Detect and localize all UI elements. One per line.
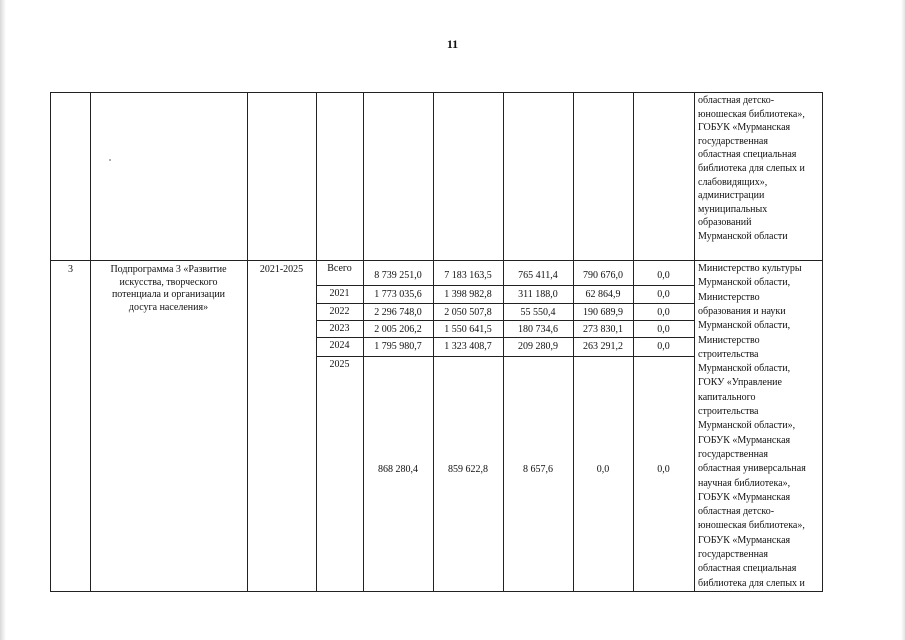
value-cell: 2 296 748,0: [374, 307, 422, 318]
value-cell: 859 622,8: [448, 464, 488, 475]
year-label: 2023: [329, 323, 350, 334]
executor-line: библиотека для слепых и: [698, 577, 805, 589]
executor-line: Мурманской области»,: [698, 420, 796, 432]
executor-continued-line: областная специальная: [698, 149, 797, 161]
executor-line: капитального: [698, 391, 756, 403]
value-cell: 0,0: [657, 324, 670, 335]
value-cell: 1 323 408,7: [444, 341, 492, 352]
executor-continued-line: государственная: [698, 135, 768, 147]
executor-line: ГОКУ «Управление: [698, 377, 782, 389]
value-cell: 1 773 035,6: [374, 289, 422, 300]
year-label: 2021: [329, 288, 350, 299]
value-cell: 190 689,9: [583, 307, 623, 318]
year-row-divider: [316, 285, 694, 286]
year-row-divider: [316, 320, 694, 321]
executor-continued-line: образований: [698, 217, 752, 229]
year-label: Всего: [327, 263, 352, 274]
executor-line: ГОБУК «Мурманская: [698, 491, 791, 503]
value-cell: 1 550 641,5: [444, 324, 492, 335]
period: 2021-2025: [259, 264, 304, 275]
value-cell: 273 830,1: [583, 324, 623, 335]
value-cell: 790 676,0: [583, 270, 623, 281]
executor-line: ГОБУК «Мурманская: [698, 534, 791, 546]
value-cell: 55 550,4: [520, 307, 556, 318]
year-label: 2024: [329, 340, 350, 351]
value-cell: 263 291,2: [583, 341, 623, 352]
executor-line: Мурманской области,: [698, 320, 791, 332]
value-cell: 1 398 982,8: [444, 289, 492, 300]
column-divider: [90, 93, 91, 591]
year-row-divider: [316, 337, 694, 338]
executor-continued-line: муниципальных: [698, 203, 768, 215]
value-cell: 7 183 163,5: [444, 270, 492, 281]
value-cell: 0,0: [657, 464, 670, 475]
year-row-divider: [316, 356, 694, 357]
column-divider: [247, 93, 248, 591]
subprogram-name-line: потенциала и организации: [111, 289, 226, 300]
executor-line: строительства: [698, 406, 759, 417]
executor-continued-line: администрации: [698, 190, 765, 202]
executor-line: Мурманской области,: [698, 363, 791, 375]
year-row-divider: [316, 303, 694, 304]
executor-line: Министерство: [698, 291, 760, 303]
executor-continued-line: областная детско-: [698, 95, 775, 106]
value-cell: 0,0: [657, 307, 670, 318]
year-label: 2022: [329, 306, 350, 317]
executor-continued-line: ГОБУК «Мурманская: [698, 122, 791, 134]
executor-line: образования и науки: [698, 305, 786, 317]
subprogram-name-line: Подпрограмма 3 «Развитие: [110, 264, 227, 275]
executor-continued-line: слабовидящих»,: [698, 176, 768, 188]
executor-continued-line: юношеская библиотека»,: [698, 108, 805, 120]
executor-line: государственная: [698, 448, 768, 460]
value-cell: 0,0: [596, 464, 610, 475]
executor-line: областная универсальная: [698, 463, 806, 475]
executor-line: научная библиотека»,: [698, 477, 791, 489]
value-cell: 1 795 980,7: [374, 341, 422, 352]
value-cell: 311 188,0: [518, 289, 558, 300]
subprogram-name-line: искусства, творческого: [119, 276, 218, 288]
row-number: 3: [68, 264, 73, 275]
scan-edge-left: [0, 0, 6, 640]
value-cell: 0,0: [657, 270, 670, 281]
value-cell: 2 005 206,2: [374, 324, 422, 335]
executor-line: государственная: [698, 549, 768, 560]
value-cell: 0,0: [657, 341, 670, 352]
executor-line: областная специальная: [698, 563, 797, 575]
column-divider: [694, 93, 695, 591]
value-cell: 180 734,6: [518, 324, 558, 335]
row-divider: [51, 260, 822, 261]
value-cell: 0,0: [657, 289, 670, 300]
executor-line: Министерство: [698, 334, 760, 346]
value-cell: 209 280,9: [518, 341, 558, 352]
subprogram-name-line: досуга населения»: [128, 301, 209, 313]
program-table: [50, 92, 823, 592]
value-cell: 8 657,6: [523, 464, 553, 475]
value-cell: 2 050 507,8: [444, 307, 492, 318]
executor-line: областная детско-: [698, 506, 775, 518]
executor-line: ГОБУК «Мурманская: [698, 434, 791, 446]
value-cell: 868 280,4: [378, 464, 418, 475]
year-label: 2025: [329, 359, 350, 370]
value-cell: 765 411,4: [518, 270, 558, 281]
value-cell: 8 739 251,0: [374, 270, 422, 281]
executor-line: Мурманской области,: [698, 277, 791, 289]
scan-edge-right: [901, 0, 905, 640]
page-number: 11: [446, 37, 459, 51]
executor-continued-line: библиотека для слепых и: [698, 163, 805, 174]
executor-continued-line: Мурманской области: [698, 231, 788, 242]
executor-line: строительства: [698, 348, 759, 360]
executor-line: юношеская библиотека»,: [698, 520, 805, 532]
scan-artifact: [109, 159, 111, 161]
value-cell: 62 864,9: [585, 289, 621, 300]
executor-line: Министерство культуры: [698, 263, 802, 274]
